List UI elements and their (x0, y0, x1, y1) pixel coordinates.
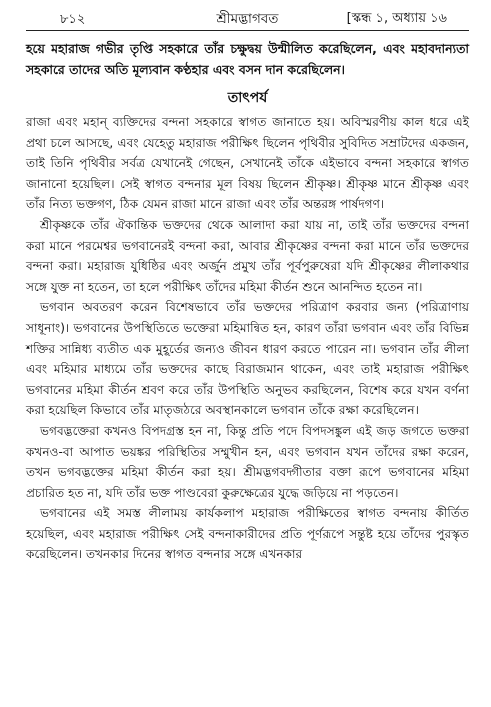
purport-paragraph: ভগবান অবতরণ করেন বিশেষভাবে তাঁর ভক্তদের পরিত্রাণ করবার জন্য (পরিত্রাণায় সাধূনাং)। ভগবানের উপস্থিতিতে ভক্তেরা মহিমান্বিত হন, কারণ তাঁরা ভগবান এবং তাঁর বিভিন্ন শক্তির সান্নিধ্য ব্যতীত এক মুহূর্তের জন্যও জীবন ধারণ করতে পারেন না। ভগবান তাঁর লীলা এবং মহিমার মাধ্যমে তাঁর ভক্তদের কাছে বিরাজমান থাকেন, এবং তাই মহারাজ পরীক্ষিৎ ভগবানের মহিমা কীর্তন শ্রবণ করে তাঁর উপস্থিতি অনুভব করছিলেন, বিশেষ করে যখন বর্ণনা করা হয়েছিল কিভাবে তাঁর মাতৃজঠরে অবস্থানকালে ভগবান তাঁকে রক্ষা করেছিলেন। (26, 300, 469, 418)
translation-text: হয়ে মহারাজ গভীর তৃপ্তি সহকারে তাঁর চক্ষুদ্বয় উন্মীলিত করেছিলেন, এবং মহাবদান্যতা সহকারে তাদের অতি মূল্যবান কণ্ঠহার এবং বসন দান করেছিলেন। (26, 41, 469, 77)
purport-body (26, 112, 469, 565)
purport-heading: তাৎপর্য (227, 90, 268, 106)
purport-paragraph: ভগবদ্ভক্তেরা কখনও বিপদগ্রস্ত হন না, কিন্তু প্রতি পদে বিপদসঙ্কুল এই জড় জগতে ভক্তরা কখনও-বা আপাত ভয়ঙ্কর পরিস্থিতির সম্মুখীন হন, এবং ভগবান যখন তাঁদের রক্ষা করেন, তখন ভগবদ্ভক্তের মহিমা কীর্তন করা হয়। শ্রীমদ্ভগবদ্গীতার বক্তা রূপে ভগবানের মহিমা প্রচারিত হত না, যদি তাঁর ভক্ত পাণ্ডবেরা কুরুক্ষেত্রের যুদ্ধে জড়িয়ে না পড়তেন। (26, 423, 469, 500)
running-header (26, 0, 469, 30)
book-title: শ্রীমদ্ভাগবত (216, 11, 279, 27)
chapter-reference: [স্কন্ধ ১, অধ্যায় ১৬ (346, 11, 447, 26)
purport-paragraph: শ্রীকৃষ্ণকে তাঁর ঐকান্তিক ভক্তদের থেকে আলাদা করা যায় না, তাই তাঁর ভক্তদের বন্দনা করা মানে পরমেশ্বর ভগবানেরই বন্দনা করা, আবার শ্রীকৃষ্ণের বন্দনা করা মানে তাঁর ভক্তদের বন্দনা করা। মহারাজ যুধিষ্ঠির এবং অর্জুন প্রমুখ তাঁর পূর্বপুরুষেরা যদি শ্রীকৃষ্ণের লীলাকথার সঙ্গে যুক্ত না হতেন, তা হলে পরীক্ষিৎ তাঁদের মহিমা কীর্তন শুনে আনন্দিত হতেন না। (26, 217, 469, 294)
purport-paragraph: রাজা এবং মহান্‌ ব্যক্তিদের বন্দনা সহকারে স্বাগত জানাতে হয়। অবিস্মরণীয় কাল ধরে এই প্রথা চলে আসছে, এবং যেহেতু মহারাজ পরীক্ষিৎ ছিলেন পৃথিবীর সুবিদিত সম্রাটদের একজন, তাই তিনি পৃথিবীর সর্বত্র যেখানেই গেছেন, সেখানেই তাঁকে এইভাবে বন্দনা সহকারে স্বাগত জানানো হয়েছিল। সেই স্বাগত বন্দনার মূল বিষয় ছিলেন শ্রীকৃষ্ণ। শ্রীকৃষ্ণ মানে শ্রীকৃষ্ণ এবং তাঁর নিত্য ভক্তগণ, ঠিক যেমন রাজা মানে রাজা এবং তাঁর অন্তরঙ্গ পার্ষদগণ। (26, 115, 469, 212)
header-rule (26, 30, 469, 31)
page-number: ৮১২ (60, 12, 86, 27)
purport-paragraph: ভগবানের এই সমস্ত লীলাময় কার্যকলাপ মহারাজ পরীক্ষিতের স্বাগত বন্দনায় কীর্তিত হয়েছিল, এবং মহারাজ পরীক্ষিৎ সেই বন্দনাকারীদের প্রতি পূর্ণরূপে সন্তুষ্ট হয়ে তাঁদের পুরস্কৃত করেছিলেন। তখনকার দিনের স্বাগত বন্দনার সঙ্গে এখনকার (26, 506, 469, 562)
